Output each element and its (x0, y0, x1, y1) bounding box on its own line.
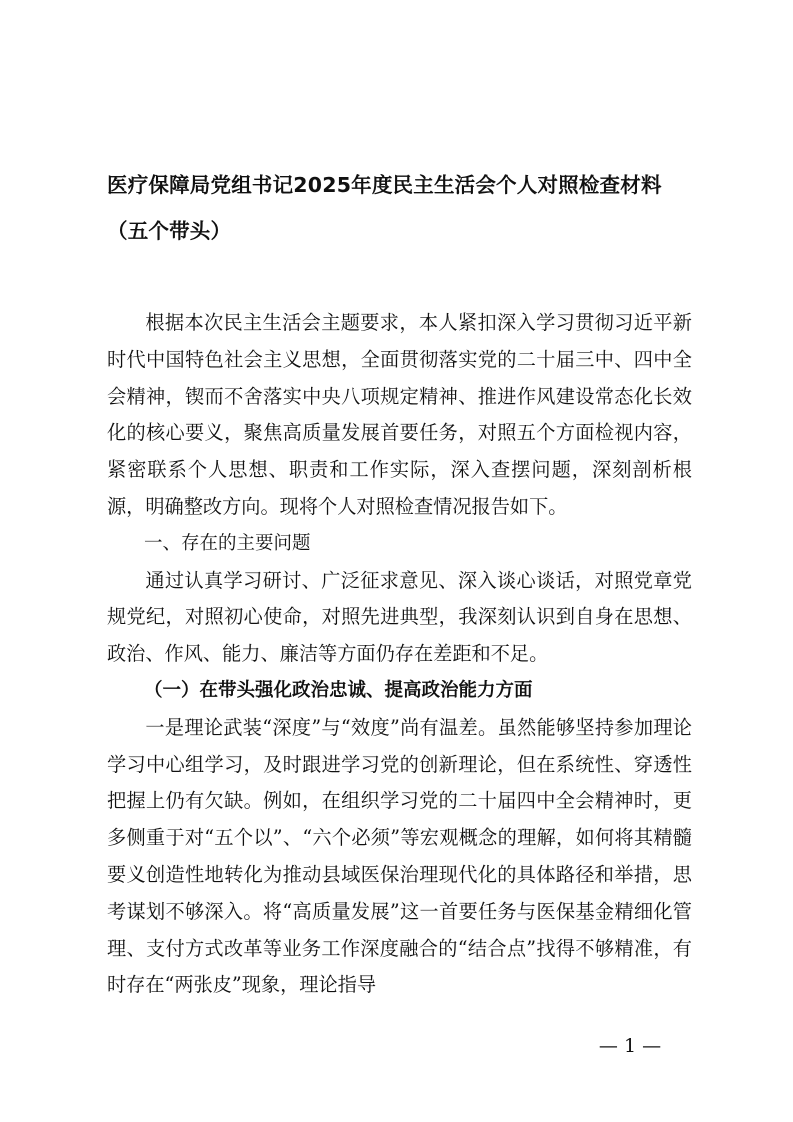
page-number: — 1 — (598, 1035, 662, 1057)
subsection-heading-political-loyalty: （一）在带头强化政治忠诚、提高政治能力方面 (144, 679, 533, 701)
point-paragraph-theory-study: 一是理论武装“深度”与“效度”尚有温差。虽然能够坚持参加理论学习中心组学习，及时跟进学习党的创新理论，但在系统性、穿透性把握上仍有欠缺。例如，在组织学习党的二十届四中全会精神时，更多侧重于对“五个以”、“六个必须”等宏观概念的理解，如何将其精髓要义创造性地转化为推动县域医保治理现代化的具体路径和举措，思考谋划不够深入。将“高质量发展”这一首要任务与医保基金精细化管理、支付方式改革等业务工作深度融合的“结合点”找得不够精准，有时存在“两张皮”现象，理论指导 (107, 715, 692, 997)
section-paragraph-main-problems: 通过认真学习研讨、广泛征求意见、深入谈心谈话，对照党章党规党纪，对照初心使命，对照先进典型，我深刻认识到自身在思想、政治、作风、能力、廉洁等方面仍存在差距和不足。 (107, 568, 692, 666)
intro-paragraph: 根据本次民主生活会主题要求，本人紧扣深入学习贯彻习近平新时代中国特色社会主义思想，全面贯彻落实党的二十届三中、四中全会精神，锲而不舍落实中央八项规定精神、推进作风建设常态化长效化的核心要义，聚焦高质量发展首要任务，对照五个方面检视内容，紧密联系个人思想、职责和工作实际，深入查摆问题，深刻剖析根源，明确整改方向。现将个人对照检查情况报告如下。 (107, 311, 692, 518)
document-body (107, 305, 692, 1004)
section-heading-main-problems: 一、存在的主要问题 (144, 532, 311, 554)
document-title: 医疗保障局党组书记2025年度民主生活会个人对照检查材料（五个带头） (107, 173, 662, 243)
